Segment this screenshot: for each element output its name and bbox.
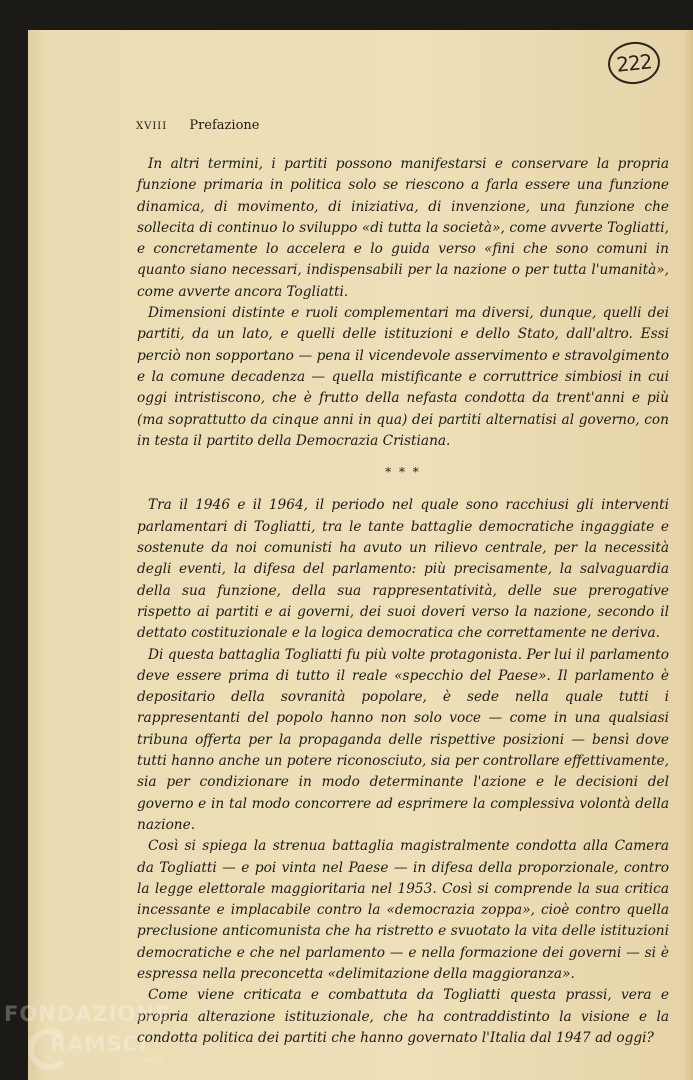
section-title: Prefazione <box>189 118 260 133</box>
page-number: XVIII <box>136 121 168 132</box>
watermark-line3: onlus <box>144 1056 166 1065</box>
watermark-line2: RAMSCI <box>50 1032 148 1056</box>
running-head <box>136 118 259 133</box>
archive-stamp: 222 <box>606 39 662 86</box>
foundation-watermark <box>4 1002 204 1074</box>
paragraph: Come viene criticata e combattuta da Togliatti questa prassi, vera e propria alterazione istituzionale, che ha contraddistinto la visione e la condotta politica dei partiti che hanno governato l'Italia dal 1947 ad oggi? <box>137 987 669 1046</box>
page-edge <box>683 30 693 1080</box>
section-separator: * * * <box>385 465 421 480</box>
paragraph: Di questa battaglia Togliatti fu più volte protagonista. Per lui il parlamento deve essere prima di tutto il reale «specchio del Paese». Il parlamento è depositario della sovranità popolare, è sede nella quale tutti i rappresentanti del popolo hanno non solo voce — come in una qualsiasi tribuna offerta per la propaganda delle rispettive posizioni — bensì dove tutti hanno anche un potere riconosciuto, sia per controllare effettivamente, sia per condizionare in modo determinante l'azione e le decisioni del governo e in tal modo concorrere ad esprimere la complessiva volontà della nazione. <box>137 646 669 833</box>
section-2 <box>137 495 669 1049</box>
body-text <box>137 154 669 1049</box>
section-1 <box>137 154 669 452</box>
paragraph: Dimensioni distinte e ruoli complementari ma diversi, dunque, quelli dei partiti, da un lato, e quelli delle istituzioni e dello Stato, dall'altro. Essi perciò non sopportano — pena il vicendevole asservimento e stravolgimento e la comune decadenza — quella mistificante e corruttrice simbiosi in cui oggi intristiscono, che è frutto della nefasta condotta da trent'anni e più (ma soprattutto da cinque anni in qua) dei partiti alternatisi al governo, con in testa il partito della Democrazia Cristiana. <box>137 305 669 449</box>
book-page <box>28 30 693 1080</box>
watermark-line1: FONDAZIONE <box>4 1002 171 1026</box>
paragraph: In altri termini, i partiti possono manifestarsi e conservare la propria funzione primaria in politica solo se riescono a farla essere una funzione dinamica, di movimento, di iniziativa, di invenzione, una funzione che sollecita di continuo lo sviluppo «di tutta la società», come avverte Togliatti, e concretamente lo accelera e lo guida verso «fini che sono comuni in quanto siano necessari, indispensabili per la nazione o per tutta l'umanità», come avverte ancora Togliatti. <box>137 156 669 300</box>
paragraph: Tra il 1946 e il 1964, il periodo nel quale sono racchiusi gli interventi parlamentari di Togliatti, tra le tante battaglie democratiche ingaggiate e sostenute da noi comunisti ha avuto un rilievo centrale, per la necessità degli eventi, la difesa del parlamento: più precisamente, la salvaguardia della sua funzione, della sua rappresentatività, delle sue prerogative rispetto ai partiti e ai governi, dei suoi doveri verso la nazione, secondo il dettato costituzionale e la logica democratica che correttamente ne deriva. <box>137 497 669 642</box>
paragraph: Così si spiega la strenua battaglia magistralmente condotta alla Camera da Togliatti — e poi vinta nel Paese — in difesa della proporzionale, contro la legge elettorale maggioritaria nel 1953. Così si comprende la sua critica incessante e implacabile contro la «democrazia zoppa», cioè contro quella preclusione anticomunista che ha ristretto e svuotato la vita delle istituzioni democratiche e che nel parlamento — e nella formazione dei governi — si è espressa nella preconcetta «delimitazione della maggioranza». <box>137 838 669 982</box>
